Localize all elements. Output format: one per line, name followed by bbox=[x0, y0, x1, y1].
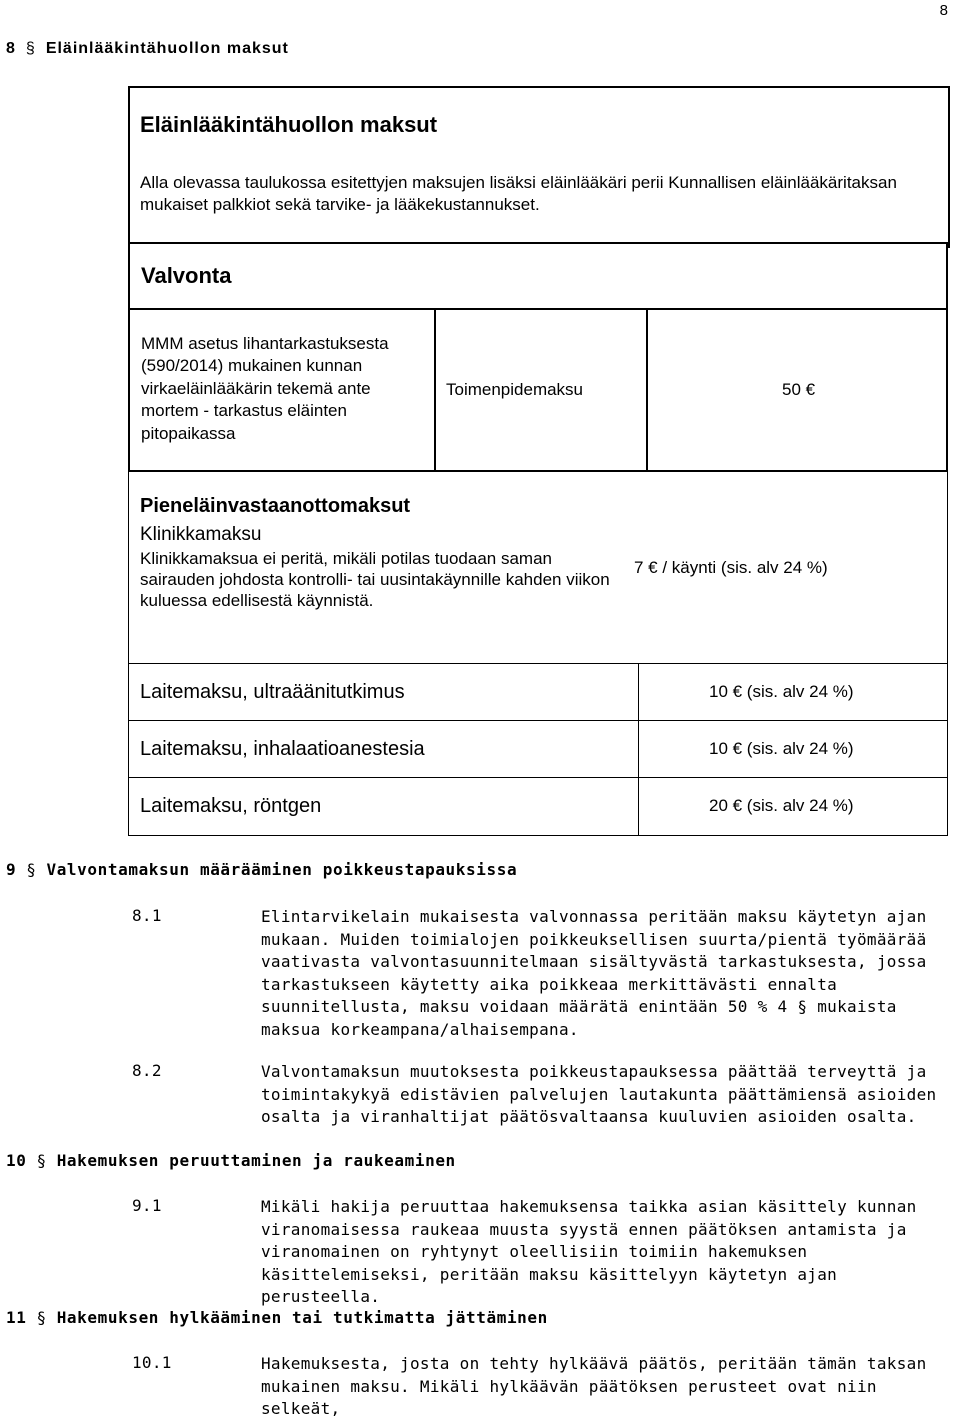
section-title: Hakemuksen hylkääminen tai tutkimatta jättäminen bbox=[56, 1308, 548, 1327]
paragraph-number: 8.2 bbox=[132, 1061, 162, 1080]
section-title: Eläinlääkintähuollon maksut bbox=[45, 40, 289, 57]
box-intro: Alla olevassa taulukossa esitettyjen maksujen lisäksi eläinlääkäri perii Kunnallisen eläinlääkäritaksan mukaiset palkkiot sekä tarvike- ja lääkekustannukset. bbox=[140, 173, 897, 214]
section-symbol: § bbox=[25, 40, 36, 57]
section-symbol: § bbox=[36, 1308, 47, 1327]
paragraph-number: 9.1 bbox=[132, 1196, 162, 1215]
clinic-cell bbox=[129, 471, 948, 664]
pienelain-table bbox=[128, 470, 948, 836]
device-fee-label: Laitemaksu, röntgen bbox=[129, 778, 639, 836]
paragraph-8-1: Elintarvikelain mukaisesta valvonnassa peritään maksu käytetyn ajan mukaan. Muiden toimialojen poikkeuksellisen suurta/pientä työmäärää vaativasta valvontasuunnitelmaan sisältyvästä tarkastuksesta, jossa tarkastukseen käytetty aika poikkeaa merkittävästi ennalta suunnitellusta, maksu voidaan määrätä enintään 50 % 4 § mukaista maksua korkeampana/alhaisempana. bbox=[261, 907, 927, 1039]
valvonta-price: 50 € bbox=[647, 309, 947, 471]
box-title: Eläinlääkintähuollon maksut bbox=[140, 112, 438, 137]
section-11-heading bbox=[6, 1308, 548, 1327]
clinic-price: 7 € / käynti (sis. alv 24 %) bbox=[634, 558, 828, 577]
device-fee-price: 10 € (sis. alv 24 %) bbox=[639, 721, 948, 778]
section-number: 10 bbox=[6, 1151, 27, 1170]
section-9-heading bbox=[6, 860, 517, 879]
valvonta-heading: Valvonta bbox=[129, 243, 947, 309]
section-title: Valvontamaksun määrääminen poikkeustapauksissa bbox=[46, 860, 518, 879]
device-fee-price: 10 € (sis. alv 24 %) bbox=[639, 664, 948, 721]
valvonta-description: MMM asetus lihantarkastuksesta (590/2014) mukainen kunnan virkaeläinlääkärin tekemä ante mortem - tarkastus eläinten pitopaikassa bbox=[129, 309, 435, 471]
paragraph-10-1: Hakemuksesta, josta on tehty hylkäävä päätös, peritään tämän taksan mukainen maksu. Mikäli hylkäävän päätöksen perusteet ovat niin selkeät, bbox=[261, 1354, 927, 1418]
fee-box-frame bbox=[128, 86, 950, 248]
table-row bbox=[129, 309, 947, 471]
table-row bbox=[129, 778, 948, 836]
section-8-heading bbox=[6, 40, 289, 58]
valvonta-fee-type: Toimenpidemaksu bbox=[435, 309, 647, 471]
section-title: Hakemuksen peruuttaminen ja raukeaminen bbox=[56, 1151, 456, 1170]
valvonta-table bbox=[128, 242, 948, 472]
clinic-label: Klinikkamaksu bbox=[140, 524, 262, 545]
table-row bbox=[129, 721, 948, 778]
paragraph-9-1: Mikäli hakija peruuttaa hakemuksensa taikka asian käsittely kunnan viranomaisessa raukeaa muusta syystä ennen päätöksen antamista ja viranomainen on ryhtynyt oleellisiin toimiin hakemuksen käsittelemiseksi, peritään maksu käsittelyyn käytetyn ajan perusteella. bbox=[261, 1197, 917, 1306]
paragraph-number: 10.1 bbox=[132, 1353, 172, 1372]
paragraph-number: 8.1 bbox=[132, 906, 162, 925]
paragraph-8-2: Valvontamaksun muutoksesta poikkeustapauksessa päättää terveyttä ja toimintakykyä edistävien palvelujen lautakunta päättämiensä asioiden osalta ja viranhaltijat päätösvaltaansa kuuluvien asioiden osalta. bbox=[261, 1062, 937, 1126]
section-number: 9 bbox=[6, 860, 17, 879]
pienelain-heading: Pieneläinvastaanottomaksut bbox=[140, 495, 411, 517]
section-10-heading bbox=[6, 1151, 456, 1170]
section-symbol: § bbox=[26, 860, 37, 879]
device-fee-label: Laitemaksu, inhalaatioanestesia bbox=[129, 721, 639, 778]
section-number: 11 bbox=[6, 1308, 27, 1327]
section-symbol: § bbox=[36, 1151, 47, 1170]
page-number: 8 bbox=[939, 2, 948, 19]
section-number: 8 bbox=[6, 40, 16, 57]
device-fee-price: 20 € (sis. alv 24 %) bbox=[639, 778, 948, 836]
clinic-description: Klinikkamaksua ei peritä, mikäli potilas tuodaan saman sairauden johdosta kontrolli- tai uusintakäynnille kahden viikon kuluessa edellisestä käynnistä. bbox=[140, 549, 610, 610]
device-fee-label: Laitemaksu, ultraäänitutkimus bbox=[129, 664, 639, 721]
table-row bbox=[129, 664, 948, 721]
